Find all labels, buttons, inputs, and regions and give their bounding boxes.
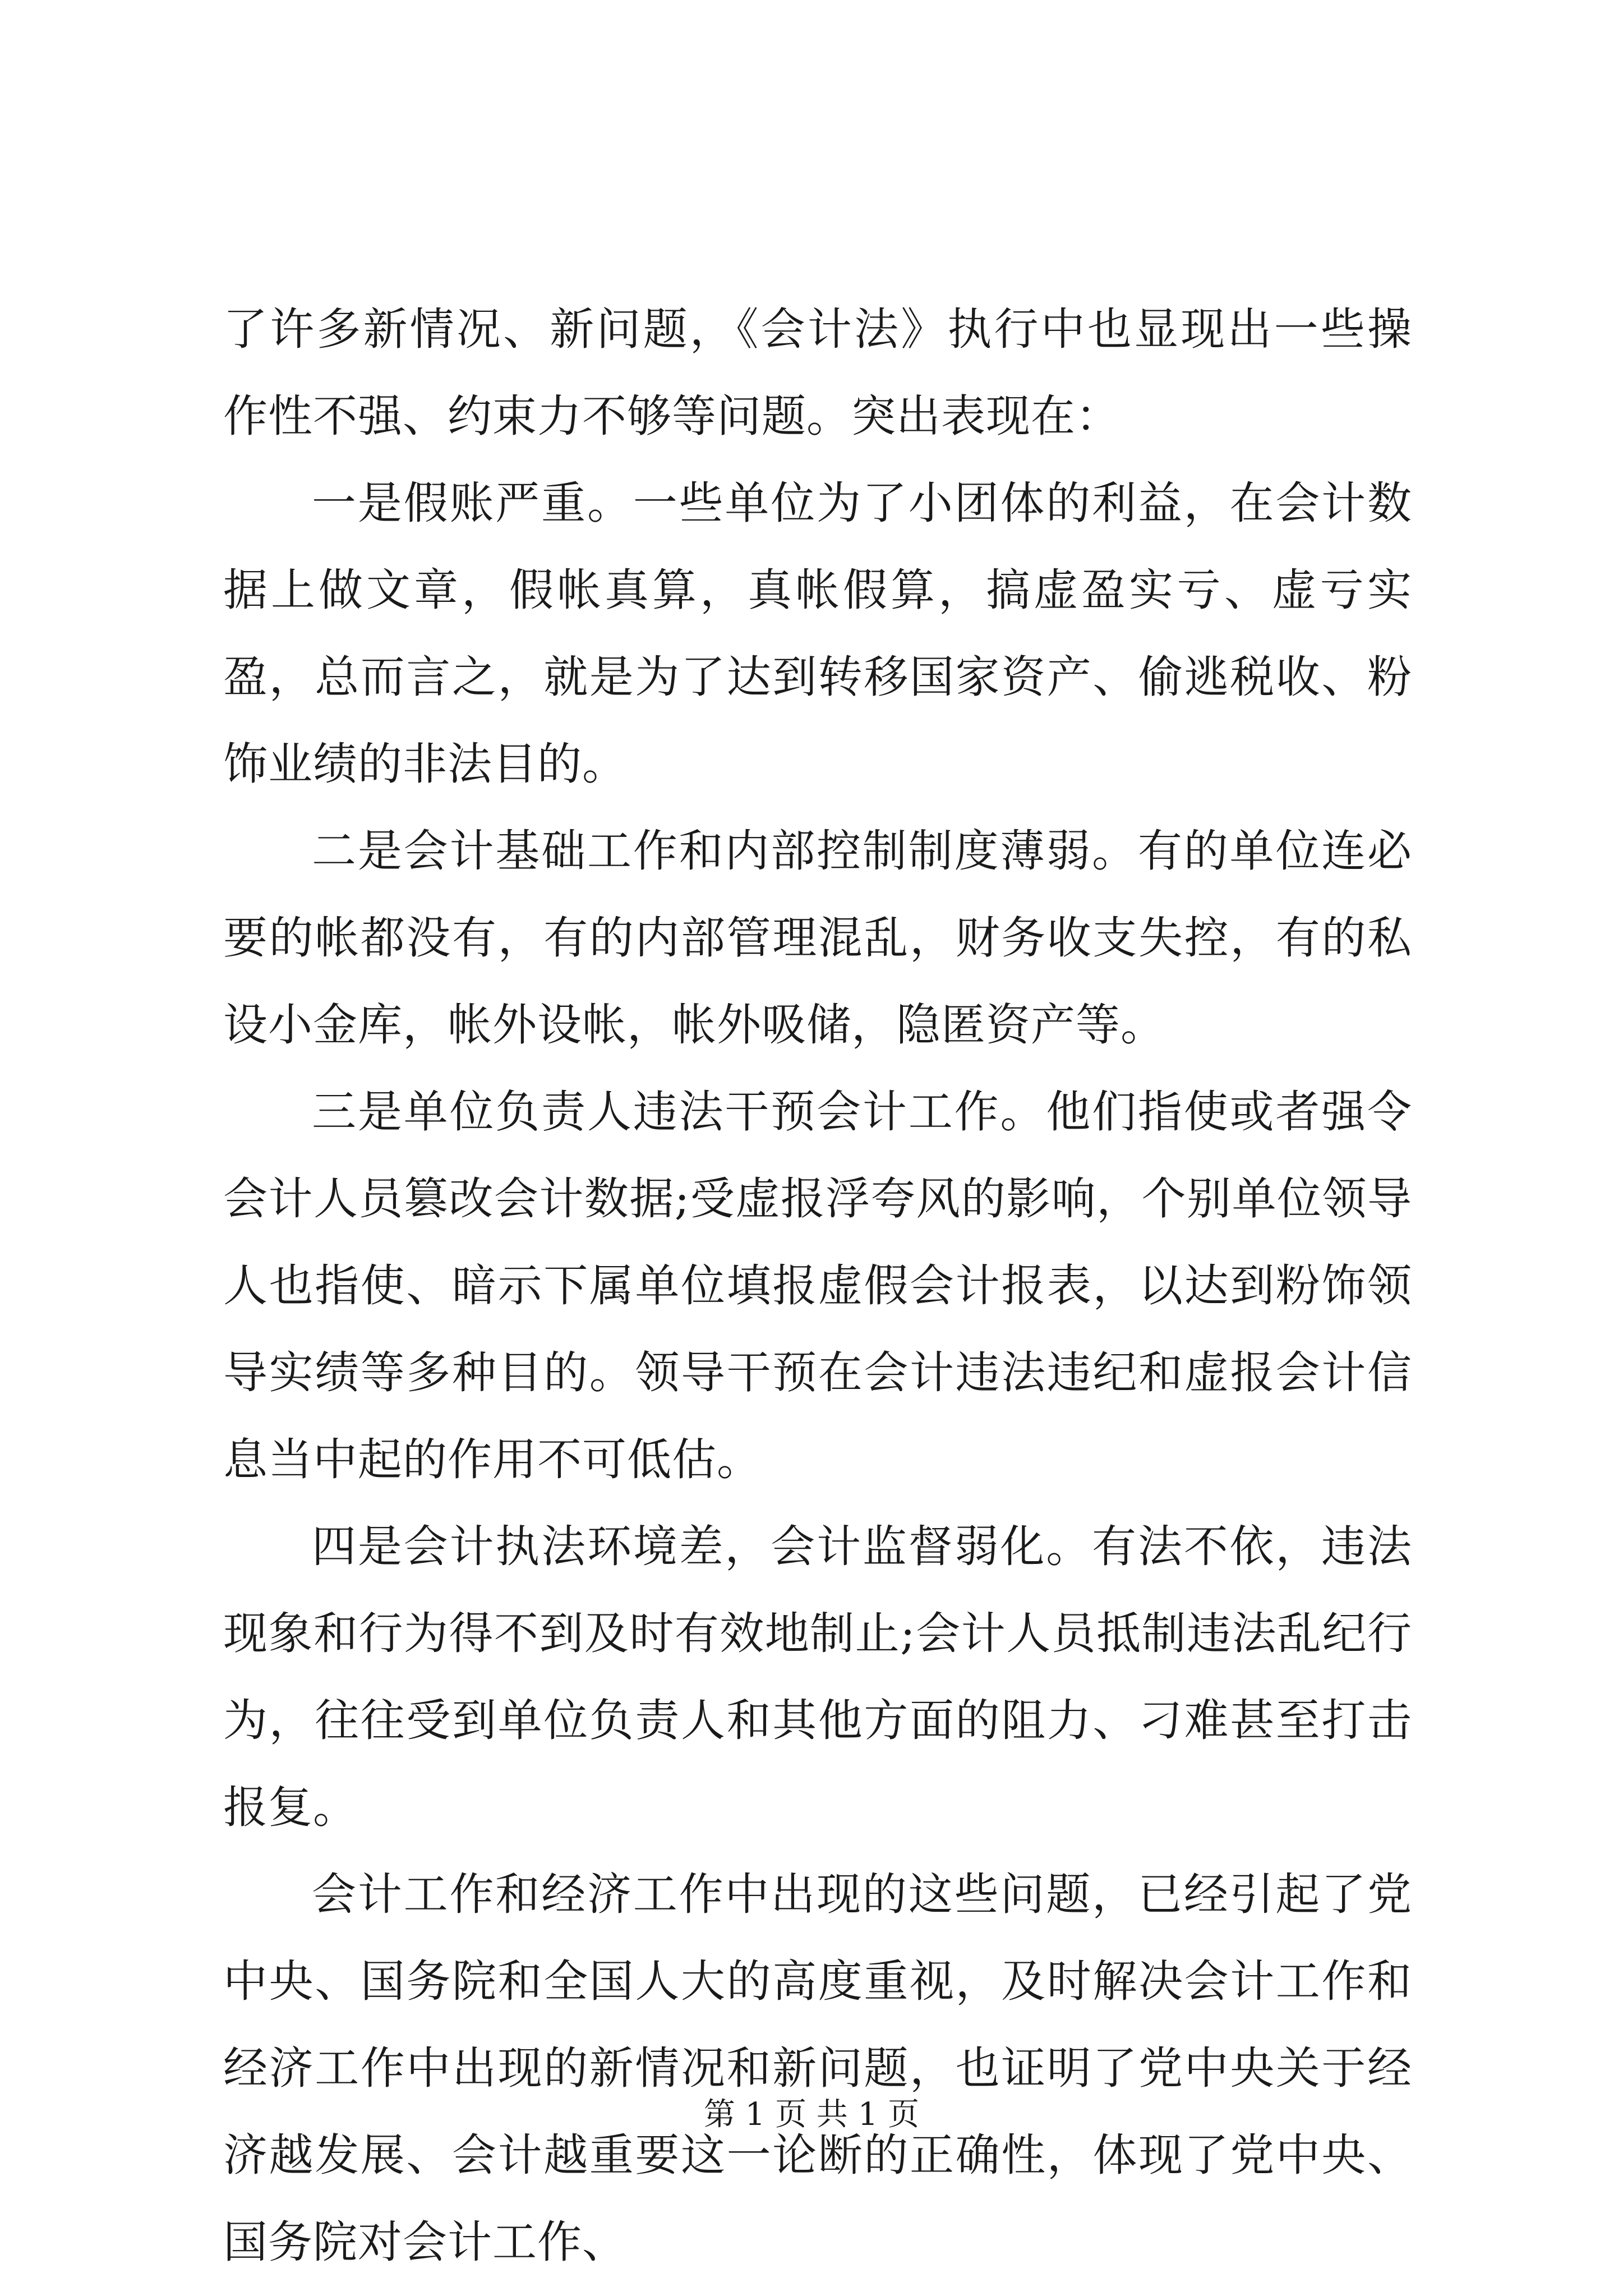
paragraph-continuation: 了许多新情况、新问题，《会计法》执行中也显现出一些操作性不强、约束力不够等问题。突出表现在： [223,303,1412,442]
paragraph-point-three: 三是单位负责人违法干预会计工作。他们指使或者强令会计人员篡改会计数据;受虚报浮夸风的影响，个别单位领导人也指使、暗示下属单位填报虚假会计报表，以达到粉饰领导实绩等多种目的。领导干预在会计违法违纪和虚报会计信息当中起的作用不可低估。 [223,1086,1412,1485]
paragraph-point-one: 一是假账严重。一些单位为了小团体的利益，在会计数据上做文章，假帐真算，真帐假算，搞虚盈实亏、虚亏实盈，总而言之，就是为了达到转移国家资产、偷逃税收、粉饰业绩的非法目的。 [223,477,1412,790]
paragraph-point-two: 二是会计基础工作和内部控制制度薄弱。有的单位连必要的帐都没有，有的内部管理混乱，财务收支失控，有的私设小金库，帐外设帐，帐外吸储，隐匿资产等。 [223,825,1412,1051]
paragraph-conclusion: 会计工作和经济工作中出现的这些问题，已经引起了党中央、国务院和全国人大的高度重视，及时解决会计工作和经济工作中出现的新情况和新问题，也证明了党中央关于经济越发展、会计越重要这一论断的正确性，体现了党中央、国务院对会计工作、 [223,1869,1412,2268]
page-number-footer: 第 1 页 共 1 页 [703,2096,920,2133]
paragraph-point-four: 四是会计执法环境差，会计监督弱化。有法不依，违法现象和行为得不到及时有效地制止;会计人员抵制违法乱纪行为，往往受到单位负责人和其他方面的阻力、刁难甚至打击报复。 [223,1521,1412,1833]
document-body [223,286,1412,2286]
